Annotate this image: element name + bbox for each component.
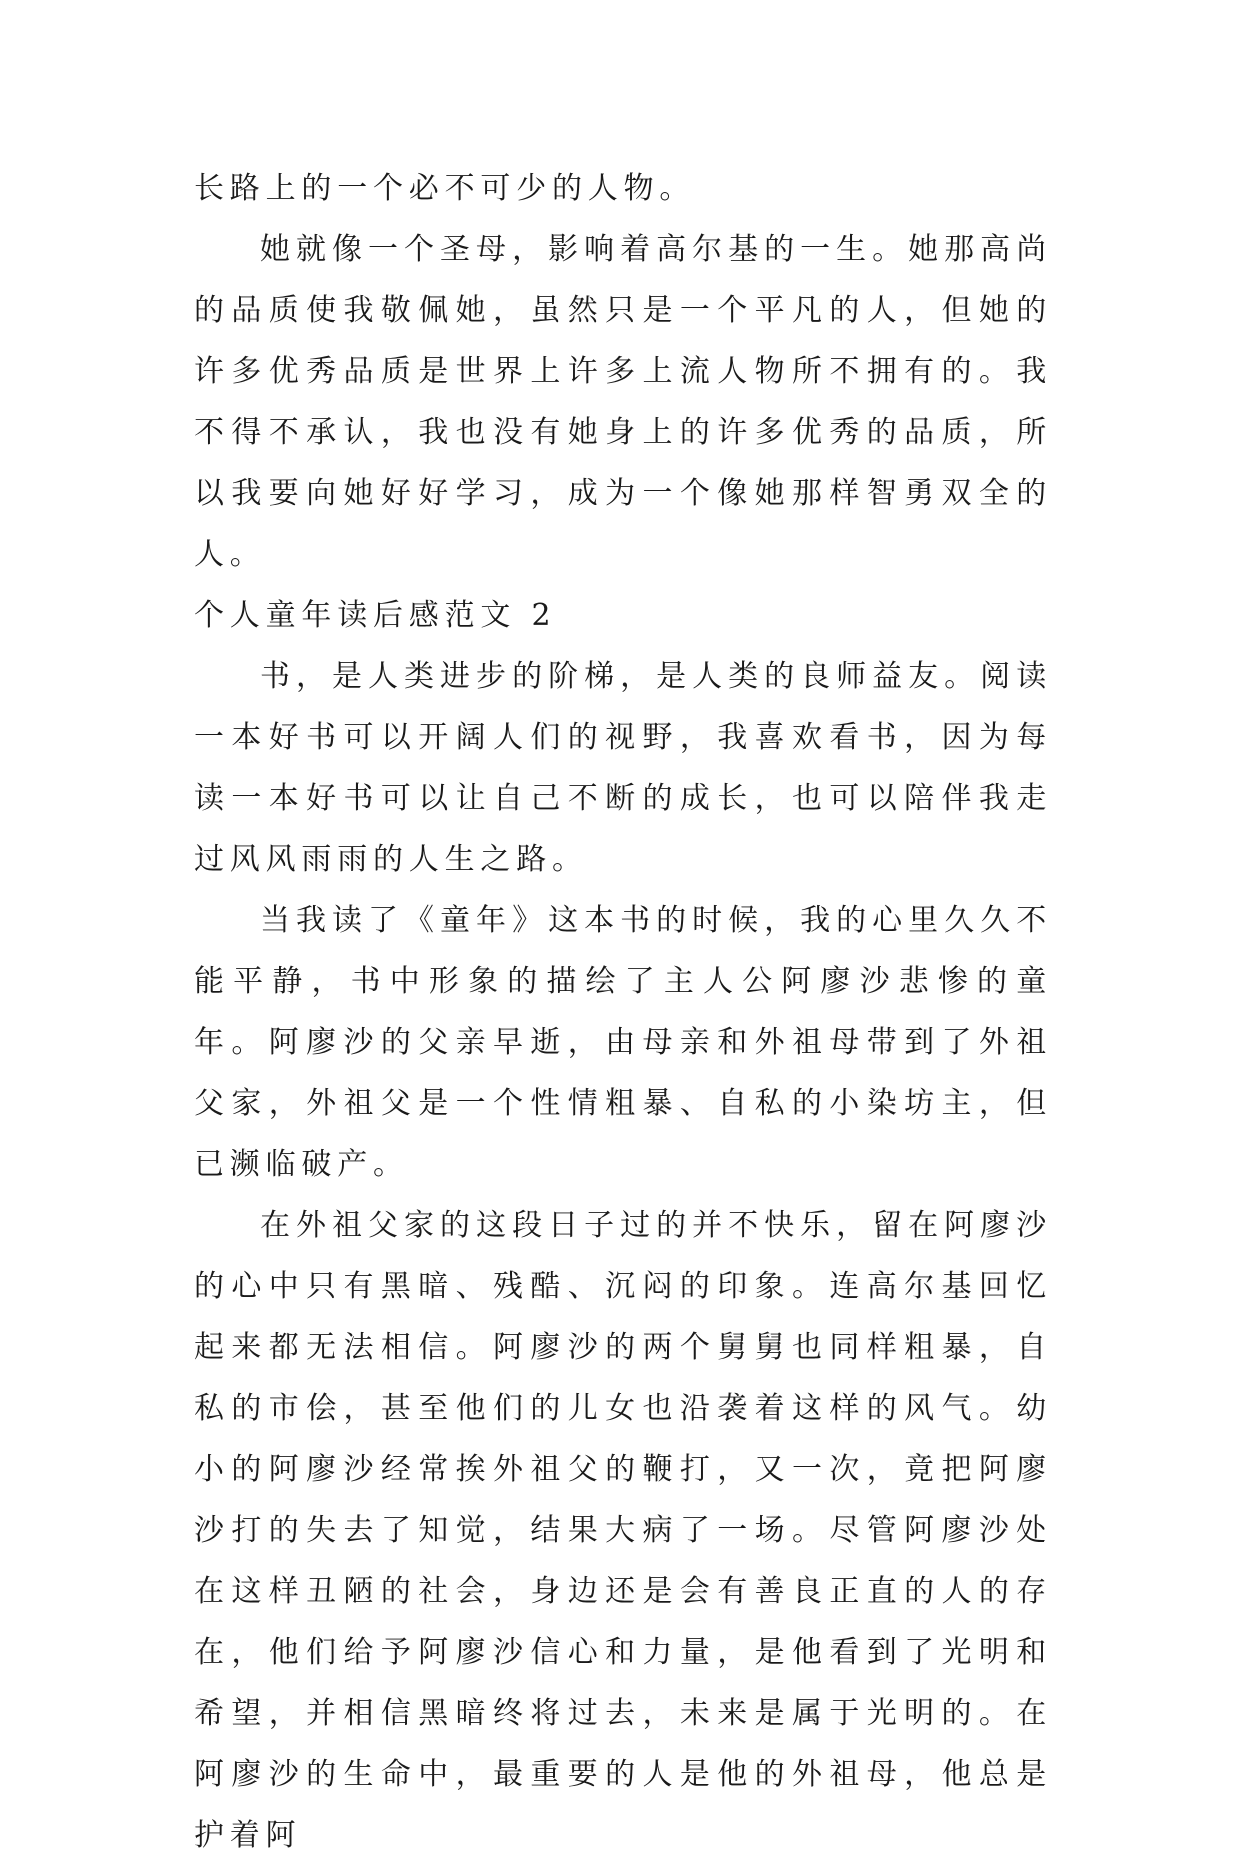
paragraph-books-intro: 书，是人类进步的阶梯，是人类的良师益友。阅读一本好书可以开阔人们的视野，我喜欢看书，因为每读一本好书可以让自己不断的成长，也可以陪伴我走过风风雨雨的人生之路。 [194, 659, 1052, 877]
paragraph-childhood-reading: 当我读了《童年》这本书的时候，我的心里久久不能平静，书中形象的描绘了主人公阿廖沙悲惨的童年。阿廖沙的父亲早逝，由母亲和外祖母带到了外祖父家，外祖父是一个性情粗暴、自私的小染坊主，但已濒临破产。 [194, 903, 1052, 1182]
paragraph-grandmother-praise: 她就像一个圣母，影响着高尔基的一生。她那高尚的品质使我敬佩她，虽然只是一个平凡的人，但她的许多优秀品质是世界上许多上流人物所不拥有的。我不得不承认，我也没有她身上的许多优秀的品质，所以我要向她好好学习，成为一个像她那样智勇双全的人。 [194, 232, 1052, 572]
paragraph-grandfather-home: 在外祖父家的这段日子过的并不快乐，留在阿廖沙的心中只有黑暗、残酷、沉闷的印象。连高尔基回忆起来都无法相信。阿廖沙的两个舅舅也同样粗暴，自私的市侩，甚至他们的儿女也沿袭着这样的风气。幼小的阿廖沙经常挨外祖父的鞭打，又一次，竟把阿廖沙打的失去了知觉，结果大病了一场。尽管阿廖沙处在这样丑陋的社会，身边还是会有善良正直的人的存在，他们给予阿廖沙信心和力量，是他看到了光明和希望，并相信黑暗终将过去，未来是属于光明的。在阿廖沙的生命中，最重要的人是他的外祖母，他总是护着阿 [194, 1208, 1052, 1853]
document-body [194, 158, 1052, 1866]
paragraph-continuation: 长路上的一个必不可少的人物。 [194, 171, 696, 206]
section-title: 个人童年读后感范文 2 [194, 598, 557, 633]
